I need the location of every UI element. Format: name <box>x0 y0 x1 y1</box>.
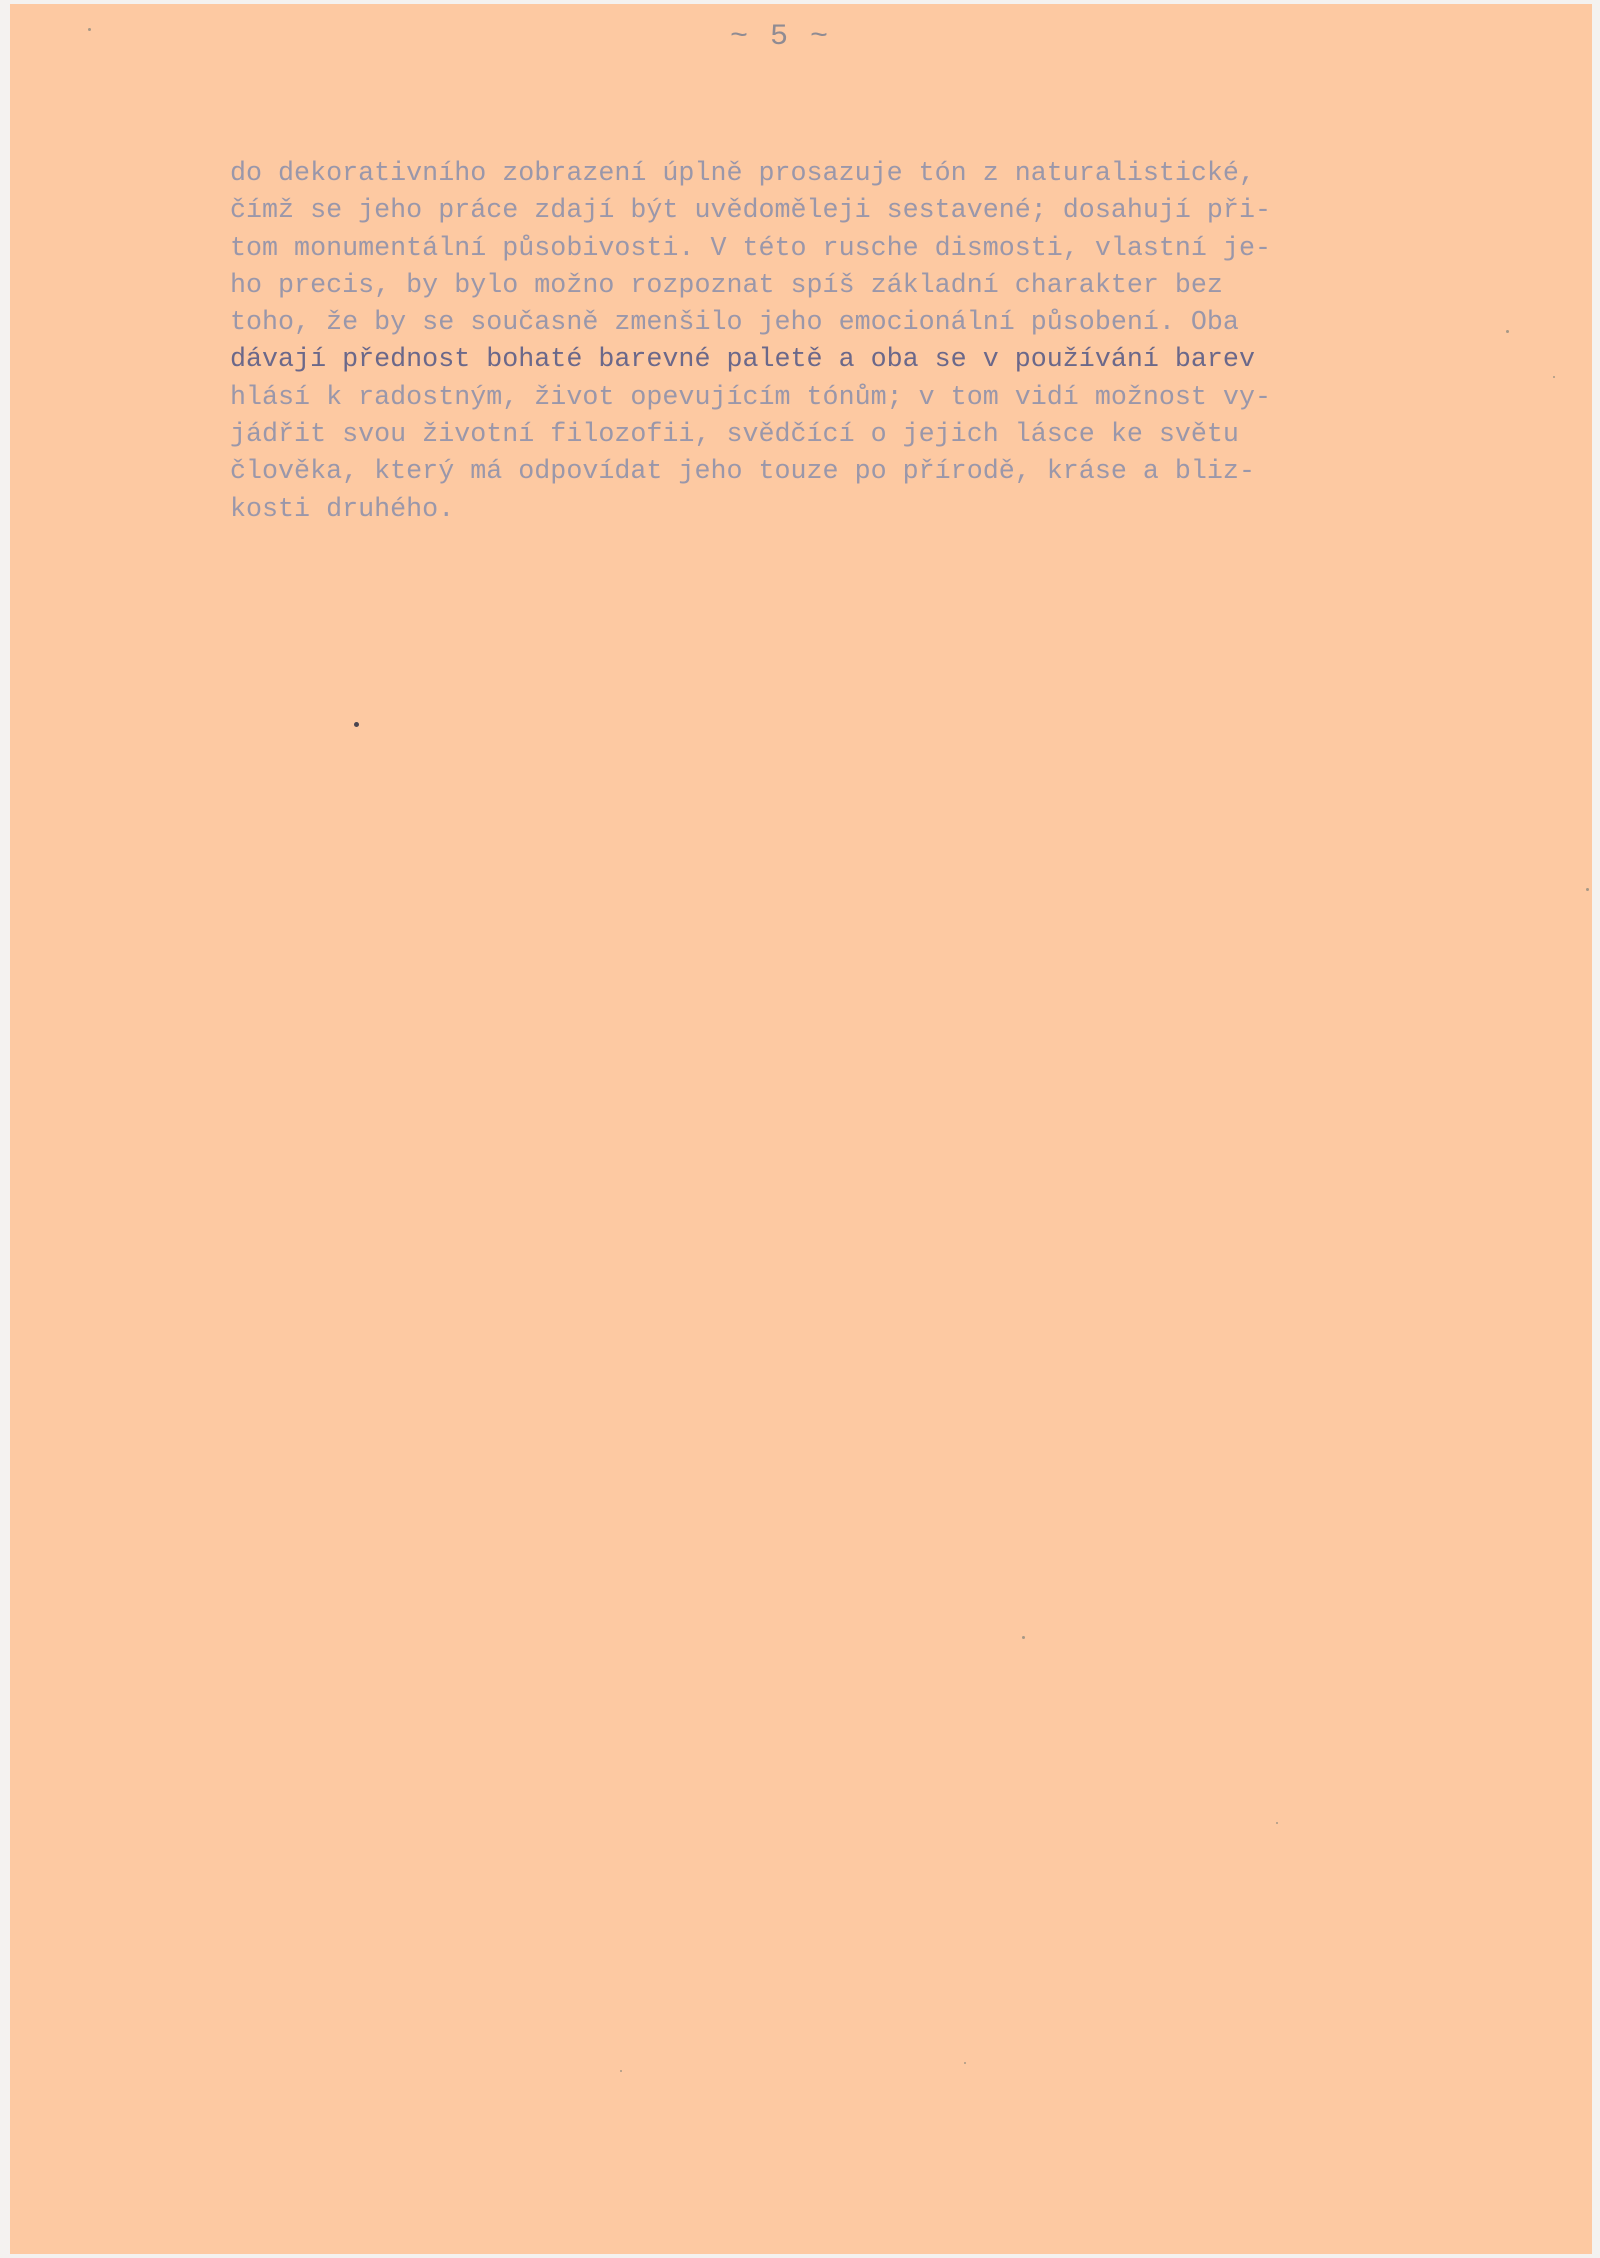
text-line: tom monumentální působivosti. V této rusche dismosti, vlastní je- <box>230 233 1271 264</box>
text-line: do dekorativního zobrazení úplně prosazuje tón z naturalistické, <box>230 159 1255 189</box>
page-number: ~ 5 ~ <box>729 20 830 54</box>
text-line: dávají přednost bohaté barevné paletě a oba se v používání barev <box>230 345 1255 376</box>
text-line: kosti druhého. <box>230 494 455 525</box>
paper-speck <box>1586 888 1589 891</box>
text-line: člověka, který má odpovídat jeho touze po přírodě, kráse a bliz- <box>230 457 1255 488</box>
paper-speck <box>620 2070 622 2072</box>
paper-speck <box>1022 1636 1025 1639</box>
paper-speck <box>88 28 91 31</box>
text-line: hlásí k radostným, život opevujícím tónům; v tom vidí možnost vy- <box>230 382 1271 413</box>
paper-speck <box>1276 1822 1278 1824</box>
typewritten-page <box>10 4 1592 2254</box>
text-line: toho, že by se současně zmenšilo jeho emocionální působení. Oba <box>230 308 1239 339</box>
text-line: ho precis, by bylo možno rozpoznat spíš základní charakter bez <box>230 270 1223 301</box>
paper-speck <box>964 2062 966 2064</box>
paper-speck <box>1553 376 1555 378</box>
text-line: čímž se jeho práce zdají být uvědoměleji sestavené; dosahují při- <box>230 196 1271 227</box>
ink-mark <box>354 722 359 727</box>
paragraph <box>230 156 1530 529</box>
text-line: jádřit svou životní filozofii, svědčící o jejich lásce ke světu <box>230 420 1239 451</box>
paper-speck <box>1506 330 1509 333</box>
